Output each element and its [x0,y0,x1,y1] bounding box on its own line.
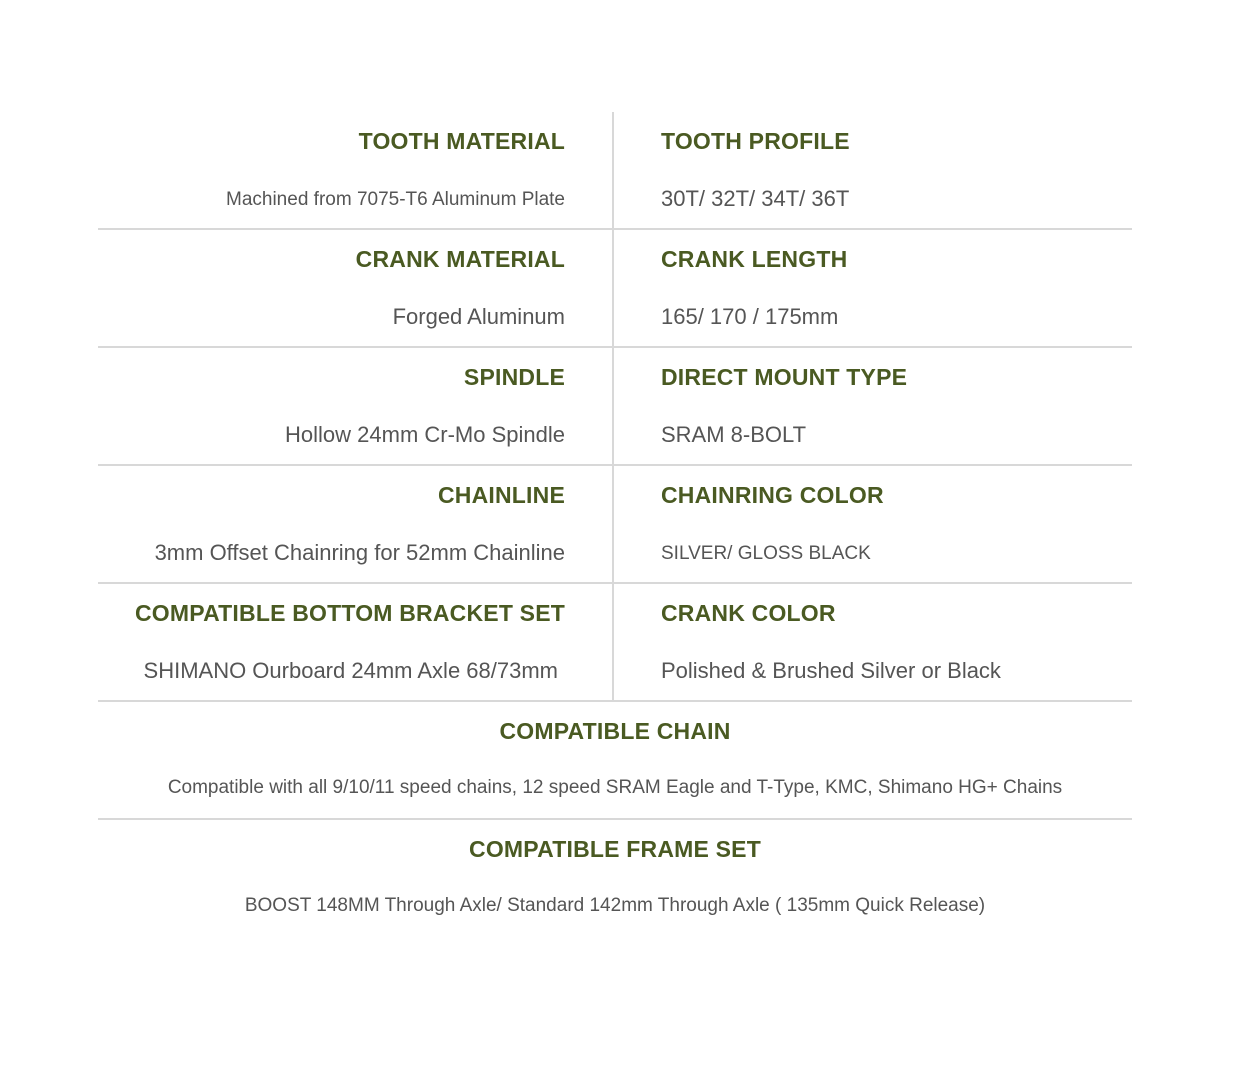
spec-label: COMPATIBLE BOTTOM BRACKET SET [134,600,565,626]
spec-value: Machined from 7075-T6 Aluminum Plate [226,189,565,210]
spec-cell-tooth-profile [614,112,1132,228]
spec-cell-chainring-color [614,466,1132,582]
spec-cell-tooth-material [98,112,614,228]
spec-label: CRANK MATERIAL [355,246,565,272]
spec-label: CRANK LENGTH [661,246,848,272]
spec-cell-bottom-bracket [98,584,614,700]
spec-cell-direct-mount-type [614,348,1132,464]
spec-value: Polished & Brushed Silver or Black [661,658,1001,683]
spec-row-3 [98,348,1132,466]
spec-value: Hollow 24mm Cr-Mo Spindle [285,422,565,447]
spec-row-1 [98,112,1132,230]
spec-cell-crank-color [614,584,1132,700]
spec-label: CRANK COLOR [661,600,836,626]
spec-label: DIRECT MOUNT TYPE [661,364,908,390]
spec-row-5 [98,584,1132,702]
spec-value: 3mm Offset Chainring for 52mm Chainline [154,540,565,565]
spec-label: TOOTH MATERIAL [358,128,565,154]
spec-row-2 [98,230,1132,348]
spec-table [98,112,1132,938]
spec-row-compatible-chain [98,702,1132,820]
spec-label: CHAINLINE [437,482,565,508]
spec-value: 165/ 170 / 175mm [661,304,839,329]
spec-cell-crank-length [614,230,1132,346]
spec-cell-spindle [98,348,614,464]
spec-label: CHAINRING COLOR [661,482,884,508]
spec-value: BOOST 148MM Through Axle/ Standard 142mm Through Axle ( 135mm Quick Release) [244,895,986,916]
spec-label: TOOTH PROFILE [661,128,850,154]
spec-value: Compatible with all 9/10/11 speed chains, 12 speed SRAM Eagle and T-Type, KMC, Shimano HG+ Chains [167,777,1063,798]
spec-value: SILVER/ GLOSS BLACK [661,543,871,564]
spec-row-4 [98,466,1132,584]
spec-cell-chainline [98,466,614,582]
spec-label: COMPATIBLE CHAIN [499,718,731,744]
spec-value: SRAM 8-BOLT [661,422,807,447]
spec-label: COMPATIBLE FRAME SET [469,836,761,862]
spec-value: 30T/ 32T/ 34T/ 36T [661,186,850,211]
spec-label: SPINDLE [463,364,565,390]
spec-value: SHIMANO Ourboard 24mm Axle 68/73mm [143,658,558,683]
spec-cell-crank-material [98,230,614,346]
spec-row-compatible-frame-set [98,820,1132,938]
spec-value: Forged Aluminum [392,304,565,329]
